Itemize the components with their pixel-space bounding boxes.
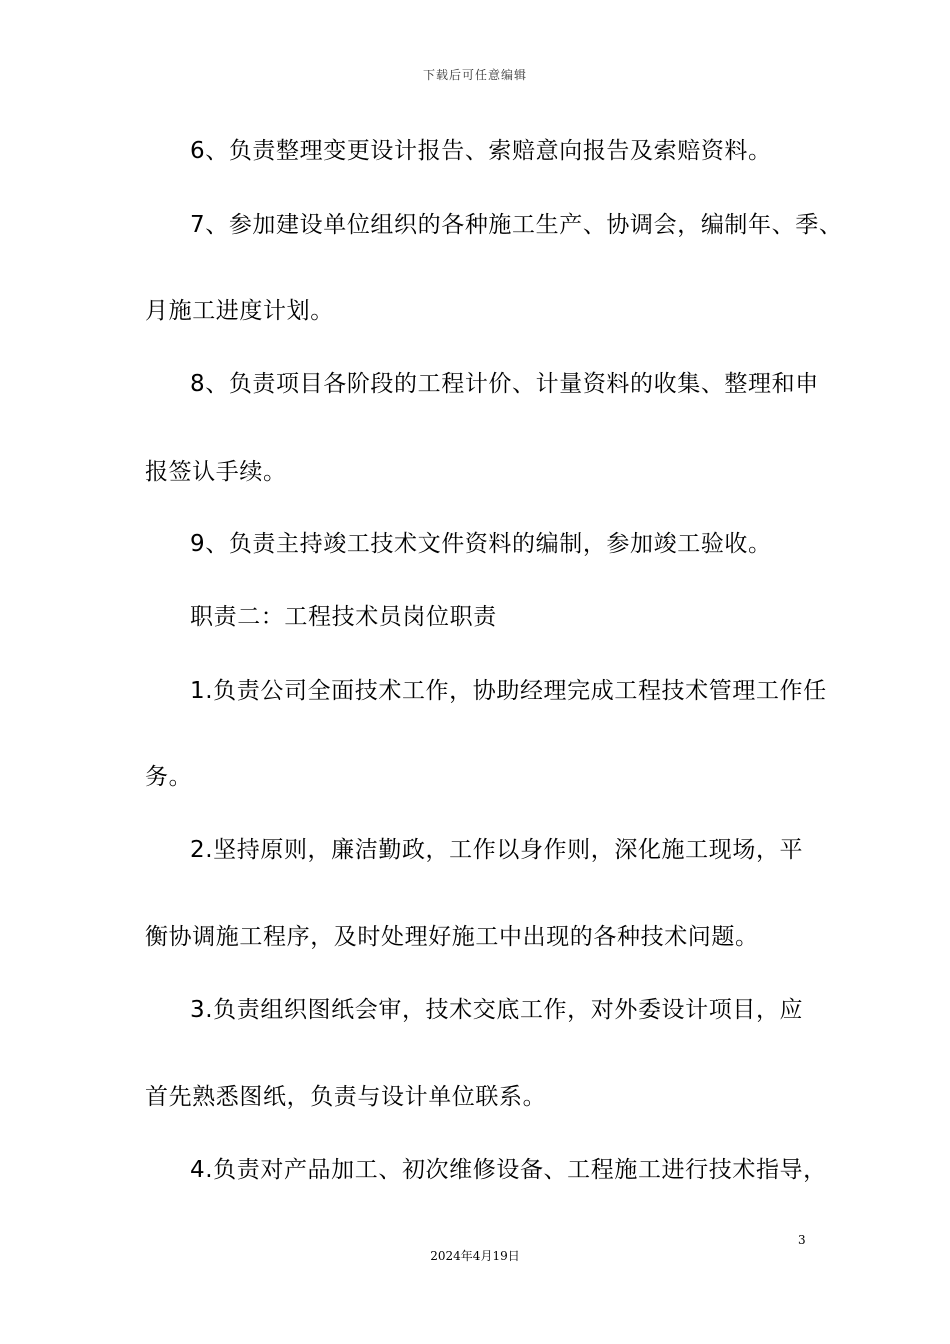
page-number: 3 — [798, 1233, 806, 1247]
paragraph-line: 报签认手续。 — [145, 459, 287, 485]
paragraph-line: 6、负责整理变更设计报告、索赔意向报告及索赔资料。 — [190, 138, 772, 164]
paragraph-line: 4.负责对产品加工、初次维修设备、工程施工进行技术指导， — [190, 1157, 827, 1183]
paragraph-line: 月施工进度计划。 — [145, 298, 334, 324]
paragraph-line: 3.负责组织图纸会审，技术交底工作，对外委设计项目，应 — [190, 997, 804, 1023]
paragraph-line: 8、负责项目各阶段的工程计价、计量资料的收集、整理和申 — [190, 371, 819, 397]
page-header: 下载后可任意编辑 — [422, 68, 527, 82]
paragraph-line: 1.负责公司全面技术工作，协助经理完成工程技术管理工作任 — [190, 678, 827, 704]
paragraph-line: 首先熟悉图纸，负责与设计单位联系。 — [145, 1084, 547, 1110]
section-heading: 职责二：工程技术员岗位职责 — [190, 604, 497, 630]
paragraph-line: 9、负责主持竣工技术文件资料的编制，参加竣工验收。 — [190, 531, 772, 557]
footer-date: 2024年4月19日 — [430, 1249, 520, 1263]
paragraph-line: 务。 — [145, 764, 193, 790]
paragraph-line: 衡协调施工程序，及时处理好施工中出现的各种技术问题。 — [145, 924, 759, 950]
paragraph-line: 7、参加建设单位组织的各种施工生产、协调会，编制年、季、 — [190, 212, 843, 238]
paragraph-line: 2.坚持原则，廉洁勤政，工作以身作则，深化施工现场，平 — [190, 837, 804, 863]
